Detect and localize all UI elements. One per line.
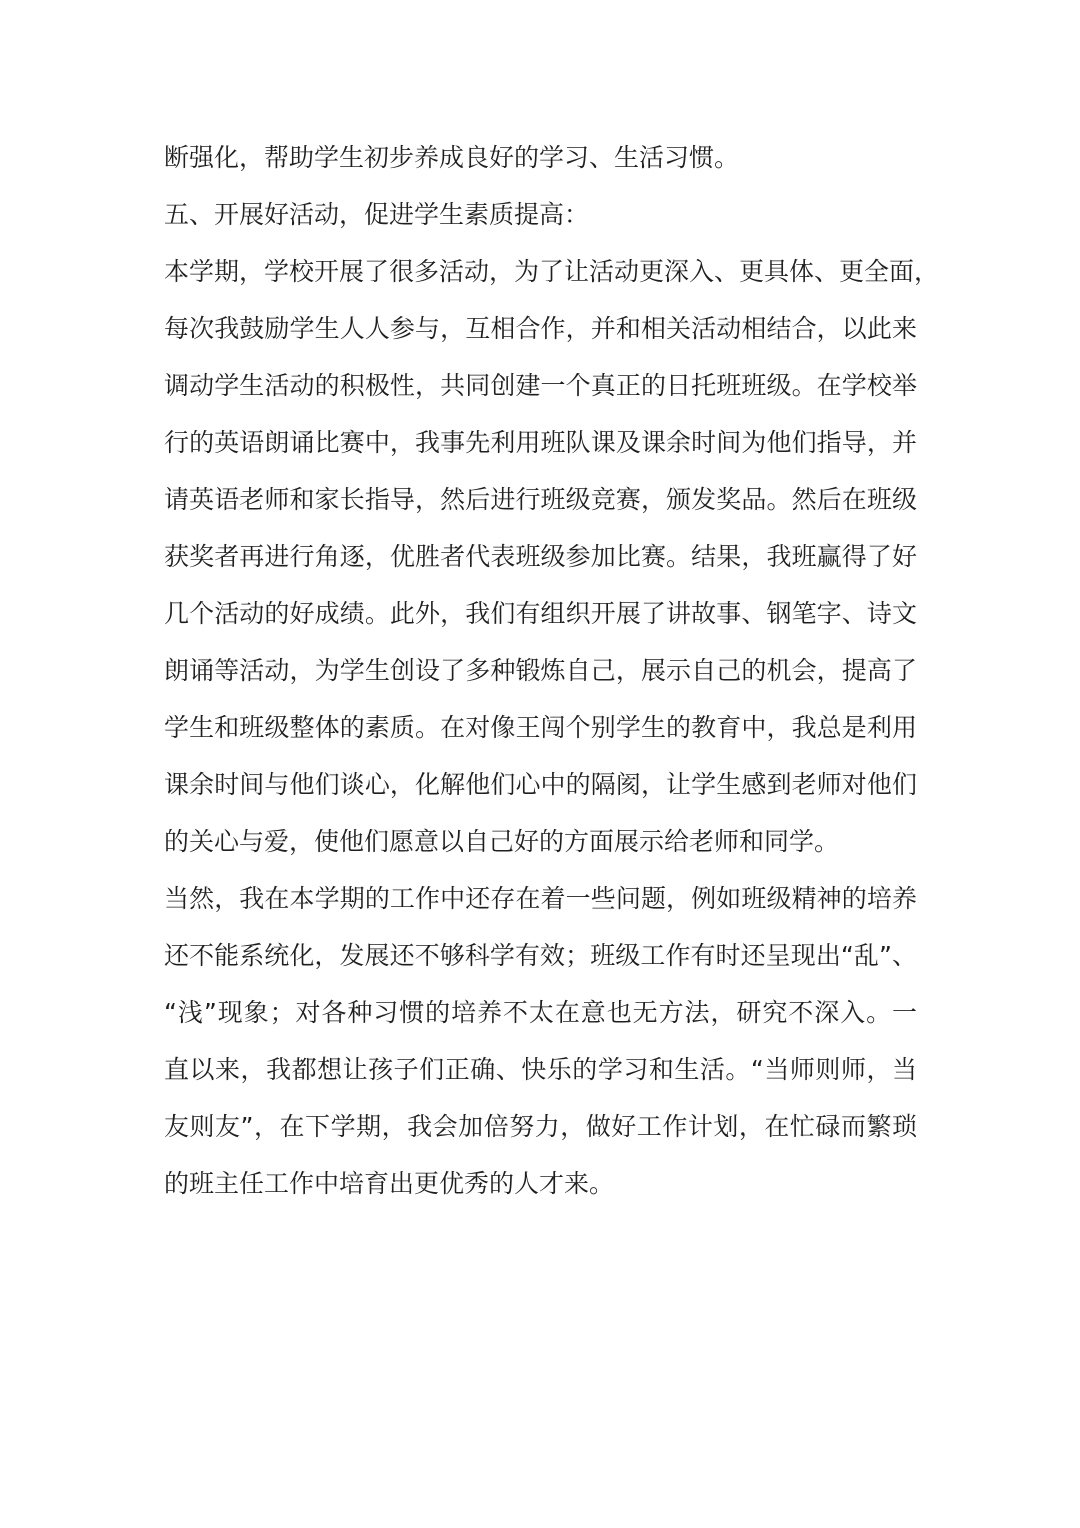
text-line: 获奖者再进行角逐，优胜者代表班级参加比赛。结果，我班赢得了好: [164, 542, 917, 571]
text-line: 直以来，我都想让孩子们正确、快乐的学习和生活。“当师则师，当: [164, 1055, 917, 1084]
text-line: 还不能系统化，发展还不够科学有效；班级工作有时还呈现出“乱”、: [164, 941, 917, 970]
text-line: “浅”现象；对各种习惯的培养不太在意也无方法，研究不深入。一: [164, 998, 917, 1027]
text-line: 课余时间与他们谈心，化解他们心中的隔阂，让学生感到老师对他们: [164, 770, 917, 799]
text-line: 友则友”，在下学期，我会加倍努力，做好工作计划，在忙碌而繁琐: [164, 1112, 917, 1141]
text-line: 行的英语朗诵比赛中，我事先利用班队课及课余时间为他们指导，并: [164, 428, 917, 457]
text-line: 的班主任工作中培育出更优秀的人才来。: [164, 1169, 615, 1198]
text-line: 学生和班级整体的素质。在对像王闯个别学生的教育中，我总是利用: [164, 713, 917, 742]
text-line: 当然，我在本学期的工作中还存在着一些问题，例如班级精神的培养: [164, 884, 917, 913]
text-line: 朗诵等活动，为学生创设了多种锻炼自己，展示自己的机会，提高了: [164, 656, 917, 685]
text-line: 每次我鼓励学生人人参与，互相合作，并和相关活动相结合，以此来: [164, 314, 917, 343]
text-line: 几个活动的好成绩。此外，我们有组织开展了讲故事、钢笔字、诗文: [164, 599, 917, 628]
text-line: 断强化，帮助学生初步养成良好的学习、生活习惯。: [164, 143, 740, 172]
text-line: 本学期，学校开展了很多活动，为了让活动更深入、更具体、更全面，: [164, 257, 940, 286]
text-line: 的关心与爱，使他们愿意以自己好的方面展示给老师和同学。: [164, 827, 840, 856]
text-line: 请英语老师和家长指导，然后进行班级竞赛，颁发奖品。然后在班级: [164, 485, 917, 514]
section-heading: 五、开展好活动，促进学生素质提高：: [164, 200, 590, 229]
text-line: 调动学生活动的积极性，共同创建一个真正的日托班班级。在学校举: [164, 371, 917, 400]
